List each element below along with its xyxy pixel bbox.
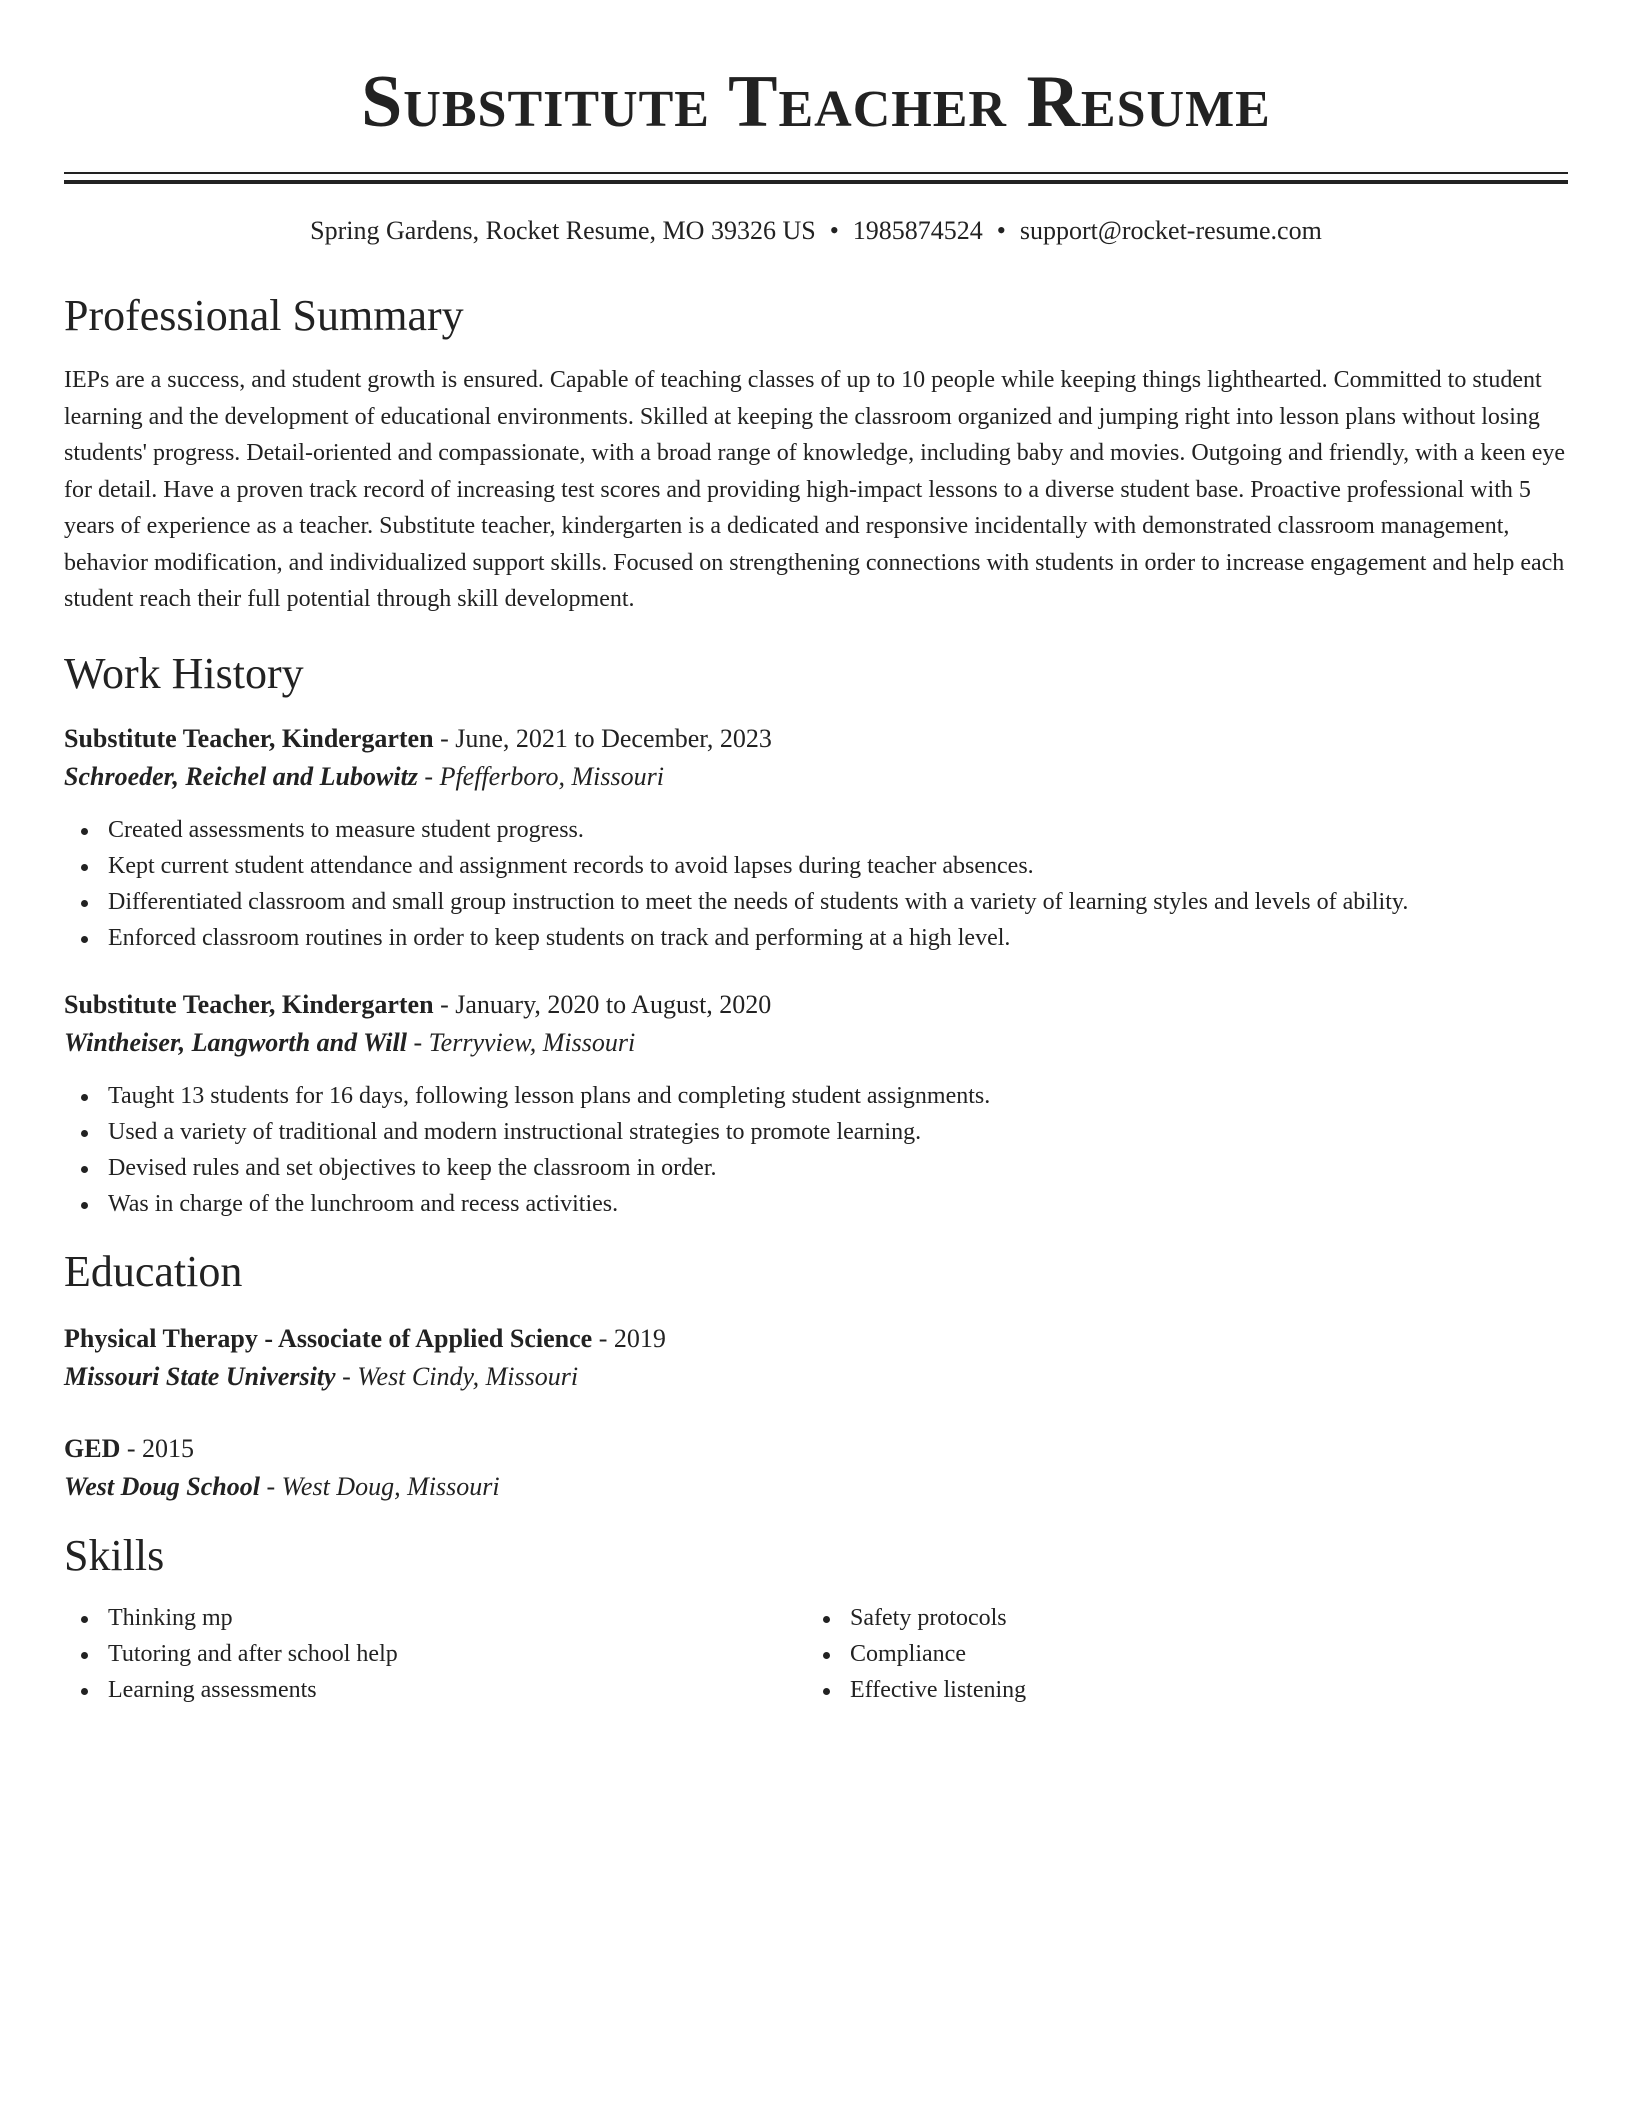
education-header bbox=[64, 1430, 1568, 1468]
job-title: Substitute Teacher, Kindergarten bbox=[64, 723, 434, 753]
list-item: Differentiated classroom and small group instruction to meet the needs of students with a variety of learning styles and levels of ability. bbox=[64, 884, 1568, 920]
summary-text: IEPs are a success, and student growth is ensured. Capable of teaching classes of up to 10 people while keeping things lighthearted. Committed to student learning and the development of educational environments. Skilled at keeping the classroom organized and jumping right into lesson plans without losing students' progress. Detail-oriented and compassionate, with a broad range of knowledge, including baby and movies. Outgoing and friendly, with a keen eye for detail. Have a proven track record of increasing test scores and providing high-impact lessons to a diverse student base. Proactive professional with 5 years of experience as a teacher. Substitute teacher, kindergarten is a dedicated and responsive incidentally with demonstrated classroom management, behavior modification, and individualized support skills. Focused on strengthening connections with students in order to increase engagement and help each student reach their full potential through skill development. bbox=[64, 367, 1566, 612]
contact-separator: • bbox=[829, 216, 839, 245]
education-year: - 2019 bbox=[592, 1323, 666, 1353]
job-header bbox=[64, 720, 1568, 758]
education-school: Missouri State University bbox=[64, 1361, 336, 1391]
education-header bbox=[64, 1320, 1568, 1358]
list-item: Taught 13 students for 16 days, following lesson plans and completing student assignments. bbox=[64, 1078, 1568, 1114]
job-company: Wintheiser, Langworth and Will bbox=[64, 1027, 407, 1057]
education-school-line bbox=[64, 1358, 1568, 1396]
contact-phone: 1985874524 bbox=[852, 216, 983, 245]
skills-heading: Skills bbox=[64, 1530, 165, 1580]
skills-column-left bbox=[64, 1600, 806, 1708]
job-bullets bbox=[64, 812, 1568, 956]
job-company: Schroeder, Reichel and Lubowitz bbox=[64, 761, 418, 791]
contact-line bbox=[64, 214, 1568, 248]
skill-item: Effective listening bbox=[806, 1672, 1548, 1708]
education-entry bbox=[64, 1320, 1568, 1396]
education-school-line bbox=[64, 1468, 1568, 1506]
title-divider-thick bbox=[64, 180, 1568, 184]
job-header bbox=[64, 986, 1568, 1024]
education-degree: GED bbox=[64, 1433, 121, 1463]
skill-item: Safety protocols bbox=[806, 1600, 1548, 1636]
education-heading: Education bbox=[64, 1246, 243, 1296]
education-entry bbox=[64, 1430, 1568, 1506]
skill-item: Thinking mp bbox=[64, 1600, 806, 1636]
skills-grid bbox=[64, 1600, 1568, 1708]
job-dates: - January, 2020 to August, 2020 bbox=[433, 989, 772, 1019]
contact-address: Spring Gardens, Rocket Resume, MO 39326 US bbox=[310, 216, 816, 245]
list-item: Created assessments to measure student progress. bbox=[64, 812, 1568, 848]
contact-email: support@rocket-resume.com bbox=[1019, 216, 1322, 245]
list-item: Devised rules and set objectives to keep the classroom in order. bbox=[64, 1150, 1568, 1186]
contact-separator: • bbox=[996, 216, 1006, 245]
education-school: West Doug School bbox=[64, 1471, 260, 1501]
job-entry bbox=[64, 986, 1568, 1222]
skill-item: Learning assessments bbox=[64, 1672, 806, 1708]
title-divider-thin bbox=[64, 172, 1568, 174]
resume-title: Substitute Teacher Resume bbox=[361, 61, 1271, 143]
job-location: - Pfefferboro, Missouri bbox=[417, 761, 664, 791]
list-item: Was in charge of the lunchroom and recess activities. bbox=[64, 1186, 1568, 1222]
job-entry bbox=[64, 720, 1568, 956]
job-title: Substitute Teacher, Kindergarten bbox=[64, 989, 434, 1019]
job-location: - Terryview, Missouri bbox=[406, 1027, 636, 1057]
list-item: Kept current student attendance and assignment records to avoid lapses during teacher absences. bbox=[64, 848, 1568, 884]
job-employer bbox=[64, 1024, 1568, 1062]
education-degree: Physical Therapy - Associate of Applied Science bbox=[64, 1323, 593, 1353]
skill-item: Tutoring and after school help bbox=[64, 1636, 806, 1672]
list-item: Used a variety of traditional and modern instructional strategies to promote learning. bbox=[64, 1114, 1568, 1150]
skills-column-right bbox=[806, 1600, 1548, 1708]
list-item: Enforced classroom routines in order to keep students on track and performing at a high level. bbox=[64, 920, 1568, 956]
education-year: - 2015 bbox=[120, 1433, 195, 1463]
education-location: - West Doug, Missouri bbox=[260, 1471, 500, 1501]
job-employer bbox=[64, 758, 1568, 796]
summary-heading: Professional Summary bbox=[64, 291, 464, 340]
education-location: - West Cindy, Missouri bbox=[335, 1361, 579, 1391]
skill-item: Compliance bbox=[806, 1636, 1548, 1672]
work-history-heading: Work History bbox=[64, 648, 304, 698]
job-dates: - June, 2021 to December, 2023 bbox=[433, 723, 772, 753]
job-bullets bbox=[64, 1078, 1568, 1222]
